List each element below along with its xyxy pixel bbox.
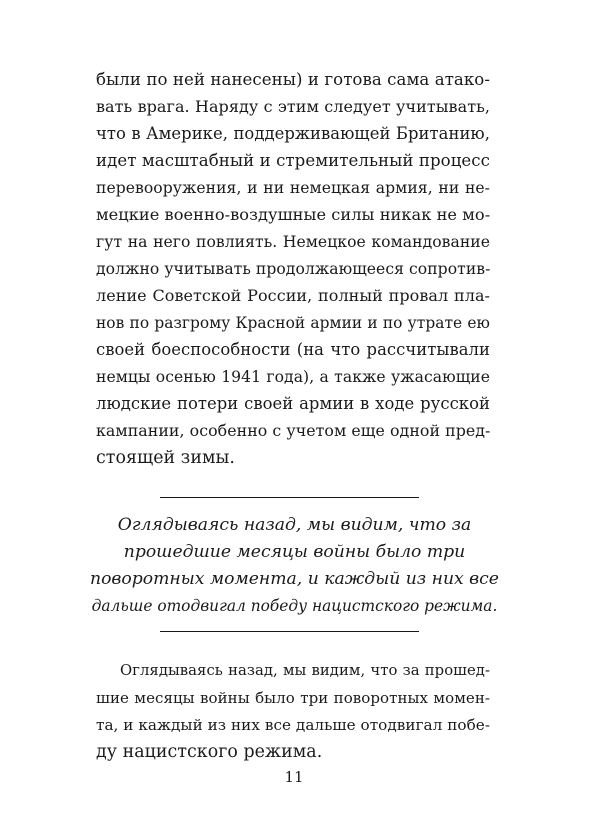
text-line: Оглядываясь назад, мы видим, что за прошед- <box>120 662 490 679</box>
text-line: ду нацистского режима. <box>96 742 323 762</box>
pull-quote-line: Оглядываясь назад, мы видим, что за <box>117 515 472 535</box>
text-line: людские потери своей армии в ходе русской <box>96 394 490 413</box>
text-line: нов по разгрому Красной армии и по утрате ею <box>96 314 490 332</box>
text-line: мецкие военно-воздушные силы никак не мо- <box>96 205 491 224</box>
page-number: 11 <box>284 768 304 786</box>
text-line: идет масштабный и стремительный процесс <box>96 151 490 170</box>
text-line: были по ней нанесены) и готова сама атако- <box>96 70 490 89</box>
text-line: перевооружения, и ни немецкая армия, ни не- <box>96 179 490 197</box>
text-line: что в Америке, поддерживающей Британию, <box>96 124 490 143</box>
text-line: та, и каждый из них все дальше отодвигал побе- <box>96 716 491 734</box>
text-line: должно учитывать продолжающееся сопротив- <box>96 260 491 278</box>
text-line: кампании, особенно с учетом еще одной пред- <box>96 421 491 440</box>
text-line: шие месяцы войны было три поворотных момен- <box>96 689 490 707</box>
pull-quote-line: поворотных момента, и каждый из них все <box>90 569 499 589</box>
pull-quote-line: дальше отодвигал победу нацистского режима. <box>91 597 498 615</box>
text-line: своей боеспособности (на что рассчитывали <box>96 340 490 359</box>
text-line: вать врага. Наряду с этим следует учитывать, <box>96 97 490 116</box>
pull-quote-bottom-rule <box>160 631 419 632</box>
text-line: стоящей зимы. <box>96 448 236 468</box>
pull-quote-line: прошедшие месяцы войны было три <box>123 542 466 562</box>
text-line: ление Советской России, полный провал пла- <box>96 286 490 305</box>
text-line: гут на него повлиять. Немецкое командование <box>96 233 490 251</box>
text-line: немцы осенью 1941 года), а также ужасающие <box>96 368 490 386</box>
pull-quote-top-rule <box>160 497 419 498</box>
